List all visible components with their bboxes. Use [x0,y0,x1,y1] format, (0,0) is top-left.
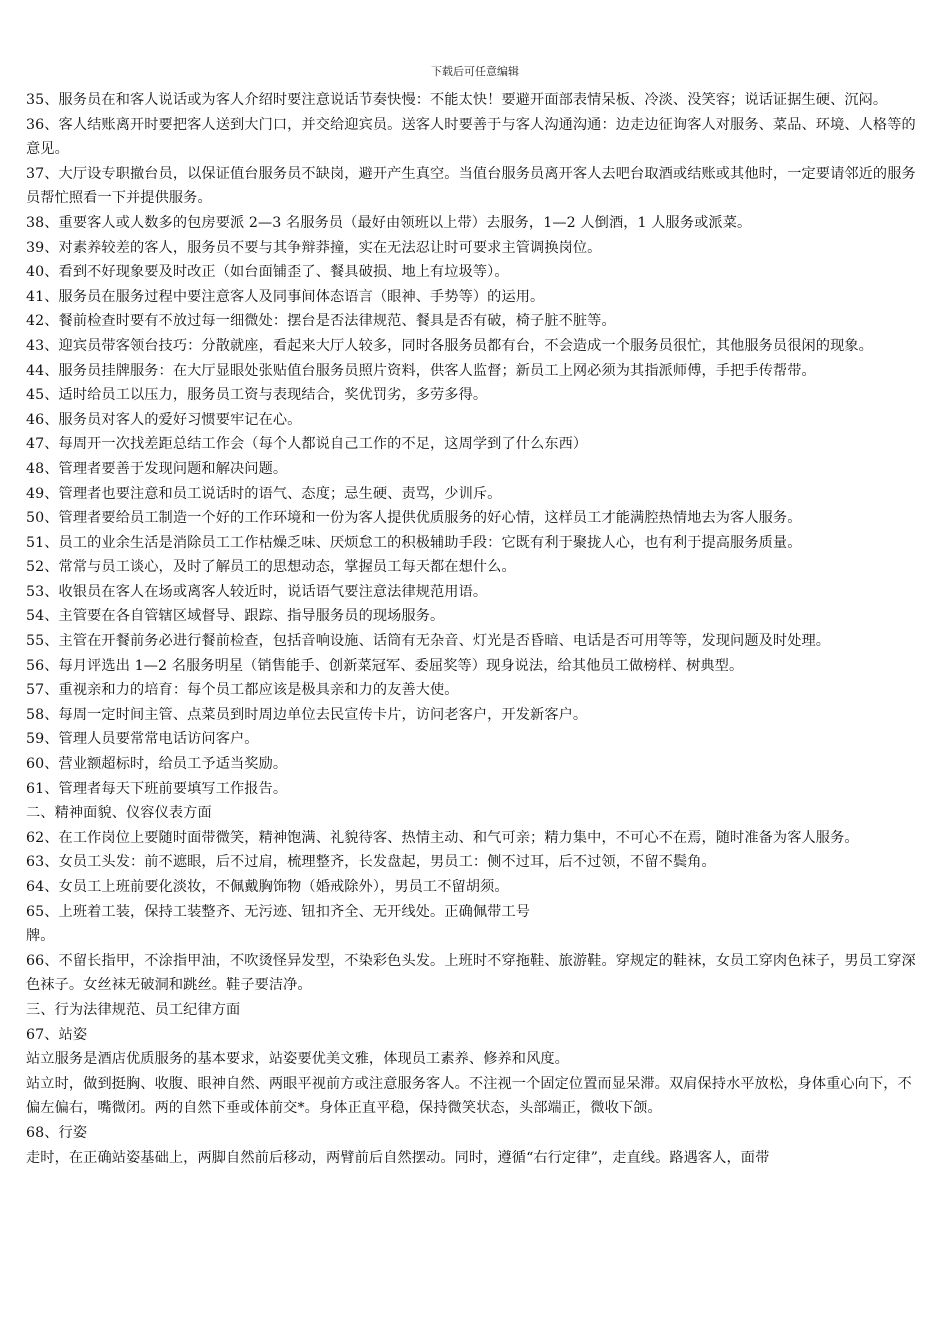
paragraph: 走时，在正确站姿基础上，两脚自然前后移动，两臂前后自然摆动。同时，遵循“右行定律”，走直线。路遇客人，面带 [26,1149,770,1166]
paragraph: 37、大厅设专职撤台员，以保证值台服务员不缺岗，避开产生真空。当值台服务员离开客人去吧台取酒或结账或其他时，一定要请邻近的服务员帮忙照看一下并提供服务。 [26,165,916,207]
paragraph: 43、迎宾员带客领台技巧：分散就座，看起来大厅人较多，同时各服务员都有台，不会造成一个服务员很忙，其他服务员很闲的现象。 [26,337,873,354]
paragraph: 39、对素养较差的客人，服务员不要与其争辩莽撞，实在无法忍让时可要求主管调换岗位。 [26,239,602,256]
paragraph: 47、每周开一次找差距总结工作会（每个人都说自己工作的不足，这周学到了什么东西） [26,436,588,453]
page-header: 下载后可任意编辑 [431,65,519,78]
paragraph: 56、每月评选出 1—2 名服务明星（销售能手、创新菜冠军、委屈奖等）现身说法，给其他员工做榜样、树典型。 [26,657,744,674]
paragraph: 36、客人结账离开时要把客人送到大门口，并交给迎宾员。送客人时要善于与客人沟通沟通：边走边征询客人对服务、菜品、环境、人格等的意见。 [26,116,916,158]
paragraph: 63、女员工头发：前不遮眼，后不过肩，梳理整齐，长发盘起，男员工：侧不过耳，后不过领，不留不鬓角。 [26,854,716,871]
paragraph: 三、行为法律规范、员工纪律方面 [26,1001,241,1018]
paragraph: 46、服务员对客人的爱好习惯要牢记在心。 [26,411,302,428]
document-body [26,88,926,1170]
paragraph: 54、主管要在各自管辖区域督导、跟踪、指导服务员的现场服务。 [26,608,445,625]
paragraph: 35、服务员在和客人说话或为客人介绍时要注意说话节奏快慢：不能太快！要避开面部表情呆板、冷淡、没笑容；说话证据生硬、沉闷。 [26,92,888,108]
paragraph: 61、管理者每天下班前要填写工作报告。 [26,780,288,797]
paragraph: 49、管理者也要注意和员工说话时的语气、态度；忌生硬、责骂，少训斥。 [26,485,502,502]
paragraph: 40、看到不好现象要及时改正（如台面铺歪了、餐具破损、地上有垃圾等）。 [26,264,509,281]
paragraph: 55、主管在开餐前务必进行餐前检查，包括音响设施、话筒有无杂音、灯光是否昏暗、电话是否可用等等，发现问题及时处理。 [26,633,831,650]
paragraph: 57、重视亲和力的培育：每个员工都应该是极具亲和力的友善大使。 [26,682,459,699]
paragraph: 66、不留长指甲，不涂指甲油，不吹烫怪异发型，不染彩色头发。上班时不穿拖鞋、旅游鞋。穿规定的鞋袜，女员工穿肉色袜子，男员工穿深色袜子。女丝袜无破洞和跳丝。鞋子要洁净。 [26,952,916,994]
paragraph: 65、上班着工装，保持工装整齐、无污迹、钮扣齐全、无开线处。正确佩带工号 [26,903,531,920]
paragraph: 45、适时给员工以压力，服务员工资与表现结合，奖优罚劣，多劳多得。 [26,387,488,404]
paragraph: 牌。 [26,928,55,945]
paragraph: 站立时，做到挺胸、收腹、眼神自然、两眼平视前方或注意服务客人。不注视一个固定位置而显呆滞。双肩保持水平放松，身体重心向下，不偏左偏右，嘴微闭。两的自然下垂或体前交*。身体正直平稳，保持微笑状态，头部端正，微收下颌。 [26,1075,912,1117]
paragraph: 站立服务是酒店优质服务的基本要求，站姿要优美文雅，体现员工素养、修养和风度。 [26,1051,569,1068]
paragraph: 42、餐前检查时要有不放过每一细微处：摆台是否法律规范、餐具是否有破，椅子脏不脏等。 [26,313,616,330]
paragraph: 58、每周一定时间主管、点菜员到时周边单位去民宣传卡片，访问老客户，开发新客户。 [26,706,588,723]
paragraph: 67、站姿 [26,1026,88,1043]
paragraph: 64、女员工上班前要化淡妆，不佩戴胸饰物（婚戒除外），男员工不留胡须。 [26,879,509,895]
paragraph: 59、管理人员要常常电话访问客户。 [26,731,259,748]
paragraph: 60、营业额超标时，给员工予适当奖励。 [26,756,288,773]
paragraph: 52、常常与员工谈心，及时了解员工的思想动态，掌握员工每天都在想什么。 [26,559,516,576]
paragraph: 51、员工的业余生活是消除员工工作枯燥乏味、厌烦怠工的积极辅助手段：它既有利于聚拢人心，也有利于提高服务质量。 [26,534,802,551]
paragraph: 62、在工作岗位上要随时面带微笑，精神饱满、礼貌待客、热情主动、和气可亲；精力集中，不可心不在焉，随时准备为客人服务。 [26,829,859,846]
paragraph: 44、服务员挂牌服务：在大厅显眼处张贴值台服务员照片资料，供客人监督；新员工上网必须为其指派师傅，手把手传帮带。 [26,362,816,379]
paragraph: 53、收银员在客人在场或离客人较近时，说话语气要注意法律规范用语。 [26,583,488,600]
paragraph: 50、管理者要给员工制造一个好的工作环境和一份为客人提供优质服务的好心情，这样员工才能满腔热情地去为客人服务。 [26,510,802,527]
paragraph: 68、行姿 [26,1124,88,1141]
paragraph: 二、精神面貌、仪容仪表方面 [26,805,212,822]
paragraph: 48、管理者要善于发现问题和解决问题。 [26,460,288,477]
paragraph: 41、服务员在服务过程中要注意客人及同事间体态语言（眼神、手势等）的运用。 [26,288,545,305]
paragraph: 38、重要客人或人数多的包房要派 2—3 名服务员（最好由领班以上带）去服务，1—2 人倒酒，1 人服务或派菜。 [26,214,752,231]
